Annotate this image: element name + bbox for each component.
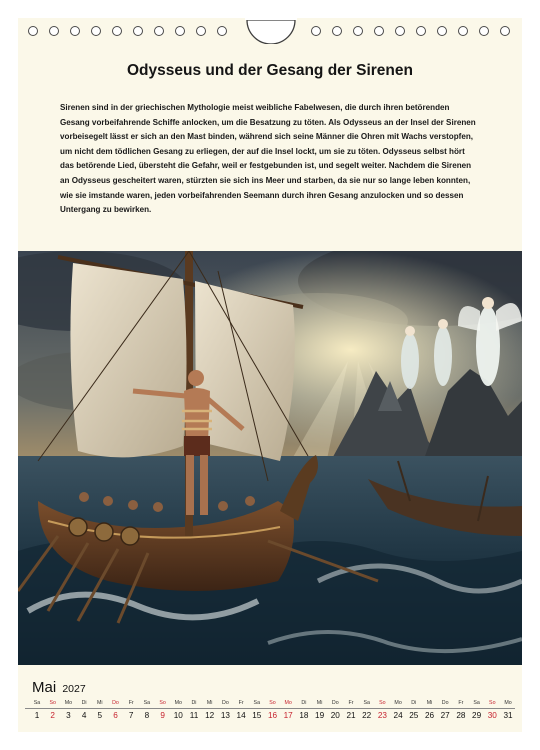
day-number: 27 [440,711,450,720]
binding-hole [479,26,489,36]
weekday-label: Sa [143,700,151,706]
day-number: 28 [456,711,466,720]
day-number: 20 [330,711,340,720]
weekday-label: Mi [206,700,213,706]
binding-hole [154,26,164,36]
weekday-label: Mo [394,700,402,706]
weekday-label: Di [81,700,87,706]
weekday-label: Mo [284,700,292,706]
weekday-label: So [49,700,56,706]
year: 2027 [62,683,86,695]
day-number: 18 [299,711,309,720]
day-number: 30 [487,711,497,720]
day-number: 11 [189,711,199,720]
day-number: 6 [113,711,118,720]
weekday-label: So [489,700,496,706]
binding-hole [196,26,206,36]
calendar-strip [25,700,515,726]
binding-hole [112,26,122,36]
binding-hole [437,26,447,36]
binding-hole [500,26,510,36]
weekday-label: So [159,700,166,706]
weekday-label: Sa [363,700,370,706]
weekday-label: Fr [348,700,354,706]
day-number: 2 [50,711,55,720]
binding-hole [416,26,426,36]
binding-hole [91,26,101,36]
weekday-label: Di [301,700,307,706]
day-number: 17 [283,711,293,720]
body-text: Sirenen sind in der griechischen Mythologie meist weibliche Fabelwesen, die durch ihren betörenden Gesang vorbeifahrende Schiffe anlocken, um die Besatzung zu töten. Als Odysseus an der Insel der Sirenen vorbeisegelt lässt er sich an den Mast binden, während sich seine Männer die Ohren mit Wachs verstopfen, um nicht dem tödlichen Gesang zu erliegen, der auf die Insel lockt, um sie zu töten. Odysseus selbst hört das betörende Lied, übersteht die Gefahr, weil er festgebunden ist, und segelt weiter. Nachdem die Sirenen an Odysseus gescheitert waren, stürzten sie sich ins Meer und starben, da sie nur so lange leben konnten, wie sie imstande waren, jeden vorbeifahrenden Seemann durch ihren Gesang anzulocken und so dessen Untergang zu bewirken. [60,103,476,215]
weekday-label: Do [331,700,339,706]
day-number: 12 [205,711,215,720]
binding-hole [70,26,80,36]
weekday-label: Mi [97,700,103,706]
weekday-label: Sa [253,700,261,706]
weekday-label: Mo [174,700,182,706]
month-label [32,679,86,696]
day-number: 16 [267,711,278,720]
weekday-label: Fr [128,700,134,706]
day-number: 13 [220,711,230,720]
day-number: 5 [97,711,103,720]
day-number: 4 [81,711,87,720]
page-title: Odysseus und der Gesang der Sirenen [127,62,413,79]
day-number: 8 [144,711,150,720]
weekday-label: Do [112,700,119,706]
day-number: 19 [315,711,325,720]
day-number: 31 [503,711,513,720]
binding-hole [217,26,227,36]
day-number: 7 [128,711,134,720]
binding-hole [133,26,143,36]
weekday-label: Mo [64,700,73,706]
weekday-label: Sa [33,700,41,706]
weekday-label: Fr [458,700,464,706]
day-number: 29 [472,711,482,720]
binding-hole [395,26,405,36]
weekday-label: Do [441,700,449,706]
day-number: 23 [377,711,387,720]
day-number: 15 [252,711,262,720]
month-name: Mai [32,679,57,696]
weekday-label: Fr [238,700,244,706]
binding-hole [332,26,342,36]
weekday-label: Di [191,700,197,706]
day-number: 21 [346,711,356,720]
day-number: 25 [409,711,419,720]
hanger-cutout [245,8,297,44]
weekday-label: Mo [504,700,512,706]
binding-hole [374,26,384,36]
binding-hole [175,26,185,36]
binding-hole [353,26,363,36]
weekday-label: Do [222,700,229,706]
day-number: 24 [393,711,403,720]
day-number: 9 [160,711,165,720]
weekday-label: So [269,700,276,706]
weekday-label: Mi [426,700,433,706]
day-number: 14 [236,711,246,720]
weekday-label: Sa [473,700,480,706]
weekday-label: Di [411,700,417,706]
day-number: 22 [362,711,372,720]
odysseus-illustration [18,251,522,665]
day-number: 1 [34,711,40,720]
day-number: 26 [424,711,435,720]
binding-hole [28,26,38,36]
binding-hole [458,26,468,36]
day-number: 10 [173,711,183,720]
weekday-label: Mi [316,700,323,706]
binding-hole [311,26,321,36]
day-number: 3 [66,711,71,720]
binding-hole [49,26,59,36]
weekday-label: So [379,700,386,706]
